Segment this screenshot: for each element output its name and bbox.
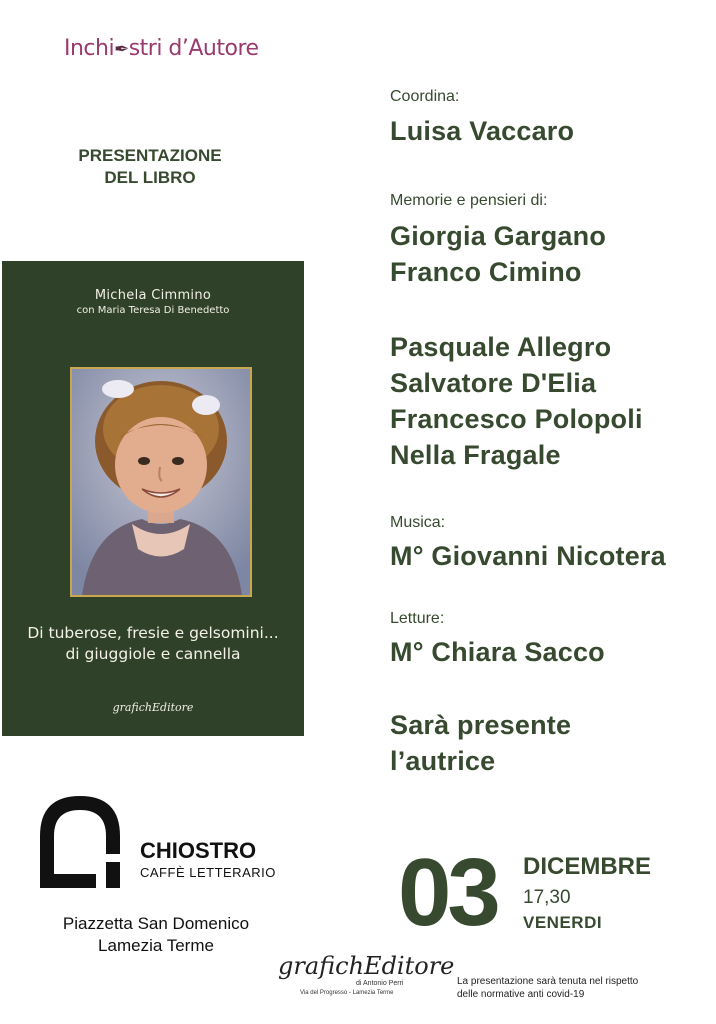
publisher-logo: grafichEditore [278,952,455,980]
guest-name: Pasquale Allegro [390,332,612,362]
guest-name: Nella Fragale [390,440,561,470]
chiostro-arch-icon [36,792,126,892]
cover-title-line2: di giuggiole e cannella [65,645,241,663]
cover-title-line1: Di tuberose, fresie e gelsomini... [27,624,279,642]
music-name: M° Giovanni Nicotera [390,541,666,571]
event-day: 03 [398,839,497,946]
covid-note-line1: La presentazione sarà tenuta nel rispetto [457,976,639,987]
coordinator-name: Luisa Vaccaro [390,116,575,146]
readings-name: M° Chiara Sacco [390,637,605,667]
logo-text-b: stri d’Autore [128,36,259,61]
readings-label: Letture: [390,610,445,627]
inchiostri-logo [64,36,259,61]
logo-text-a: Inchi [64,36,115,61]
presentation-line1: PRESENTAZIONE [78,146,222,165]
guest-name: Francesco Polopoli [390,404,643,434]
venue-address-line1: Piazzetta San Domenico [62,914,250,933]
child-portrait-image [72,369,250,595]
cover-photo [70,367,252,597]
coordinator-label: Coordina: [390,88,460,105]
venue-subtitle: CAFFÈ LETTERARIO [140,865,276,880]
venue-address-line2: Lamezia Terme [98,936,214,955]
presence-line2: l’autrice [390,746,496,776]
cover-coauthor: con Maria Teresa Di Benedetto [76,305,230,316]
publisher-subtitle: di Antonio Perri [356,980,404,987]
music-label: Musica: [390,514,446,531]
cover-author: Michela Cimmino [94,288,212,303]
guest-name: Salvatore D'Elia [390,368,597,398]
event-time: 17,30 [523,887,571,908]
cover-publisher: grafichEditore [112,701,194,714]
publisher-address: Via del Progresso - Lamezia Terme [300,990,394,996]
presence-line1: Sarà presente [390,710,572,740]
quill-icon: ✒ [114,39,129,60]
author-presence [390,707,571,779]
guests-list [390,329,643,473]
memories-label: Memorie e pensieri di: [390,192,548,209]
covid-note-line2: delle normative anti covid-19 [457,989,585,1000]
memories-name: Franco Cimino [390,257,582,287]
memories-name: Giorgia Gargano [390,221,607,251]
presentation-line2: DEL LIBRO [104,168,196,187]
presentation-heading [40,145,260,189]
book-cover [2,261,304,736]
venue-name: CHIOSTRO [140,838,257,863]
memories-list [390,218,606,290]
event-month: DICEMBRE [523,853,652,880]
event-weekday: VENERDI [523,913,603,932]
